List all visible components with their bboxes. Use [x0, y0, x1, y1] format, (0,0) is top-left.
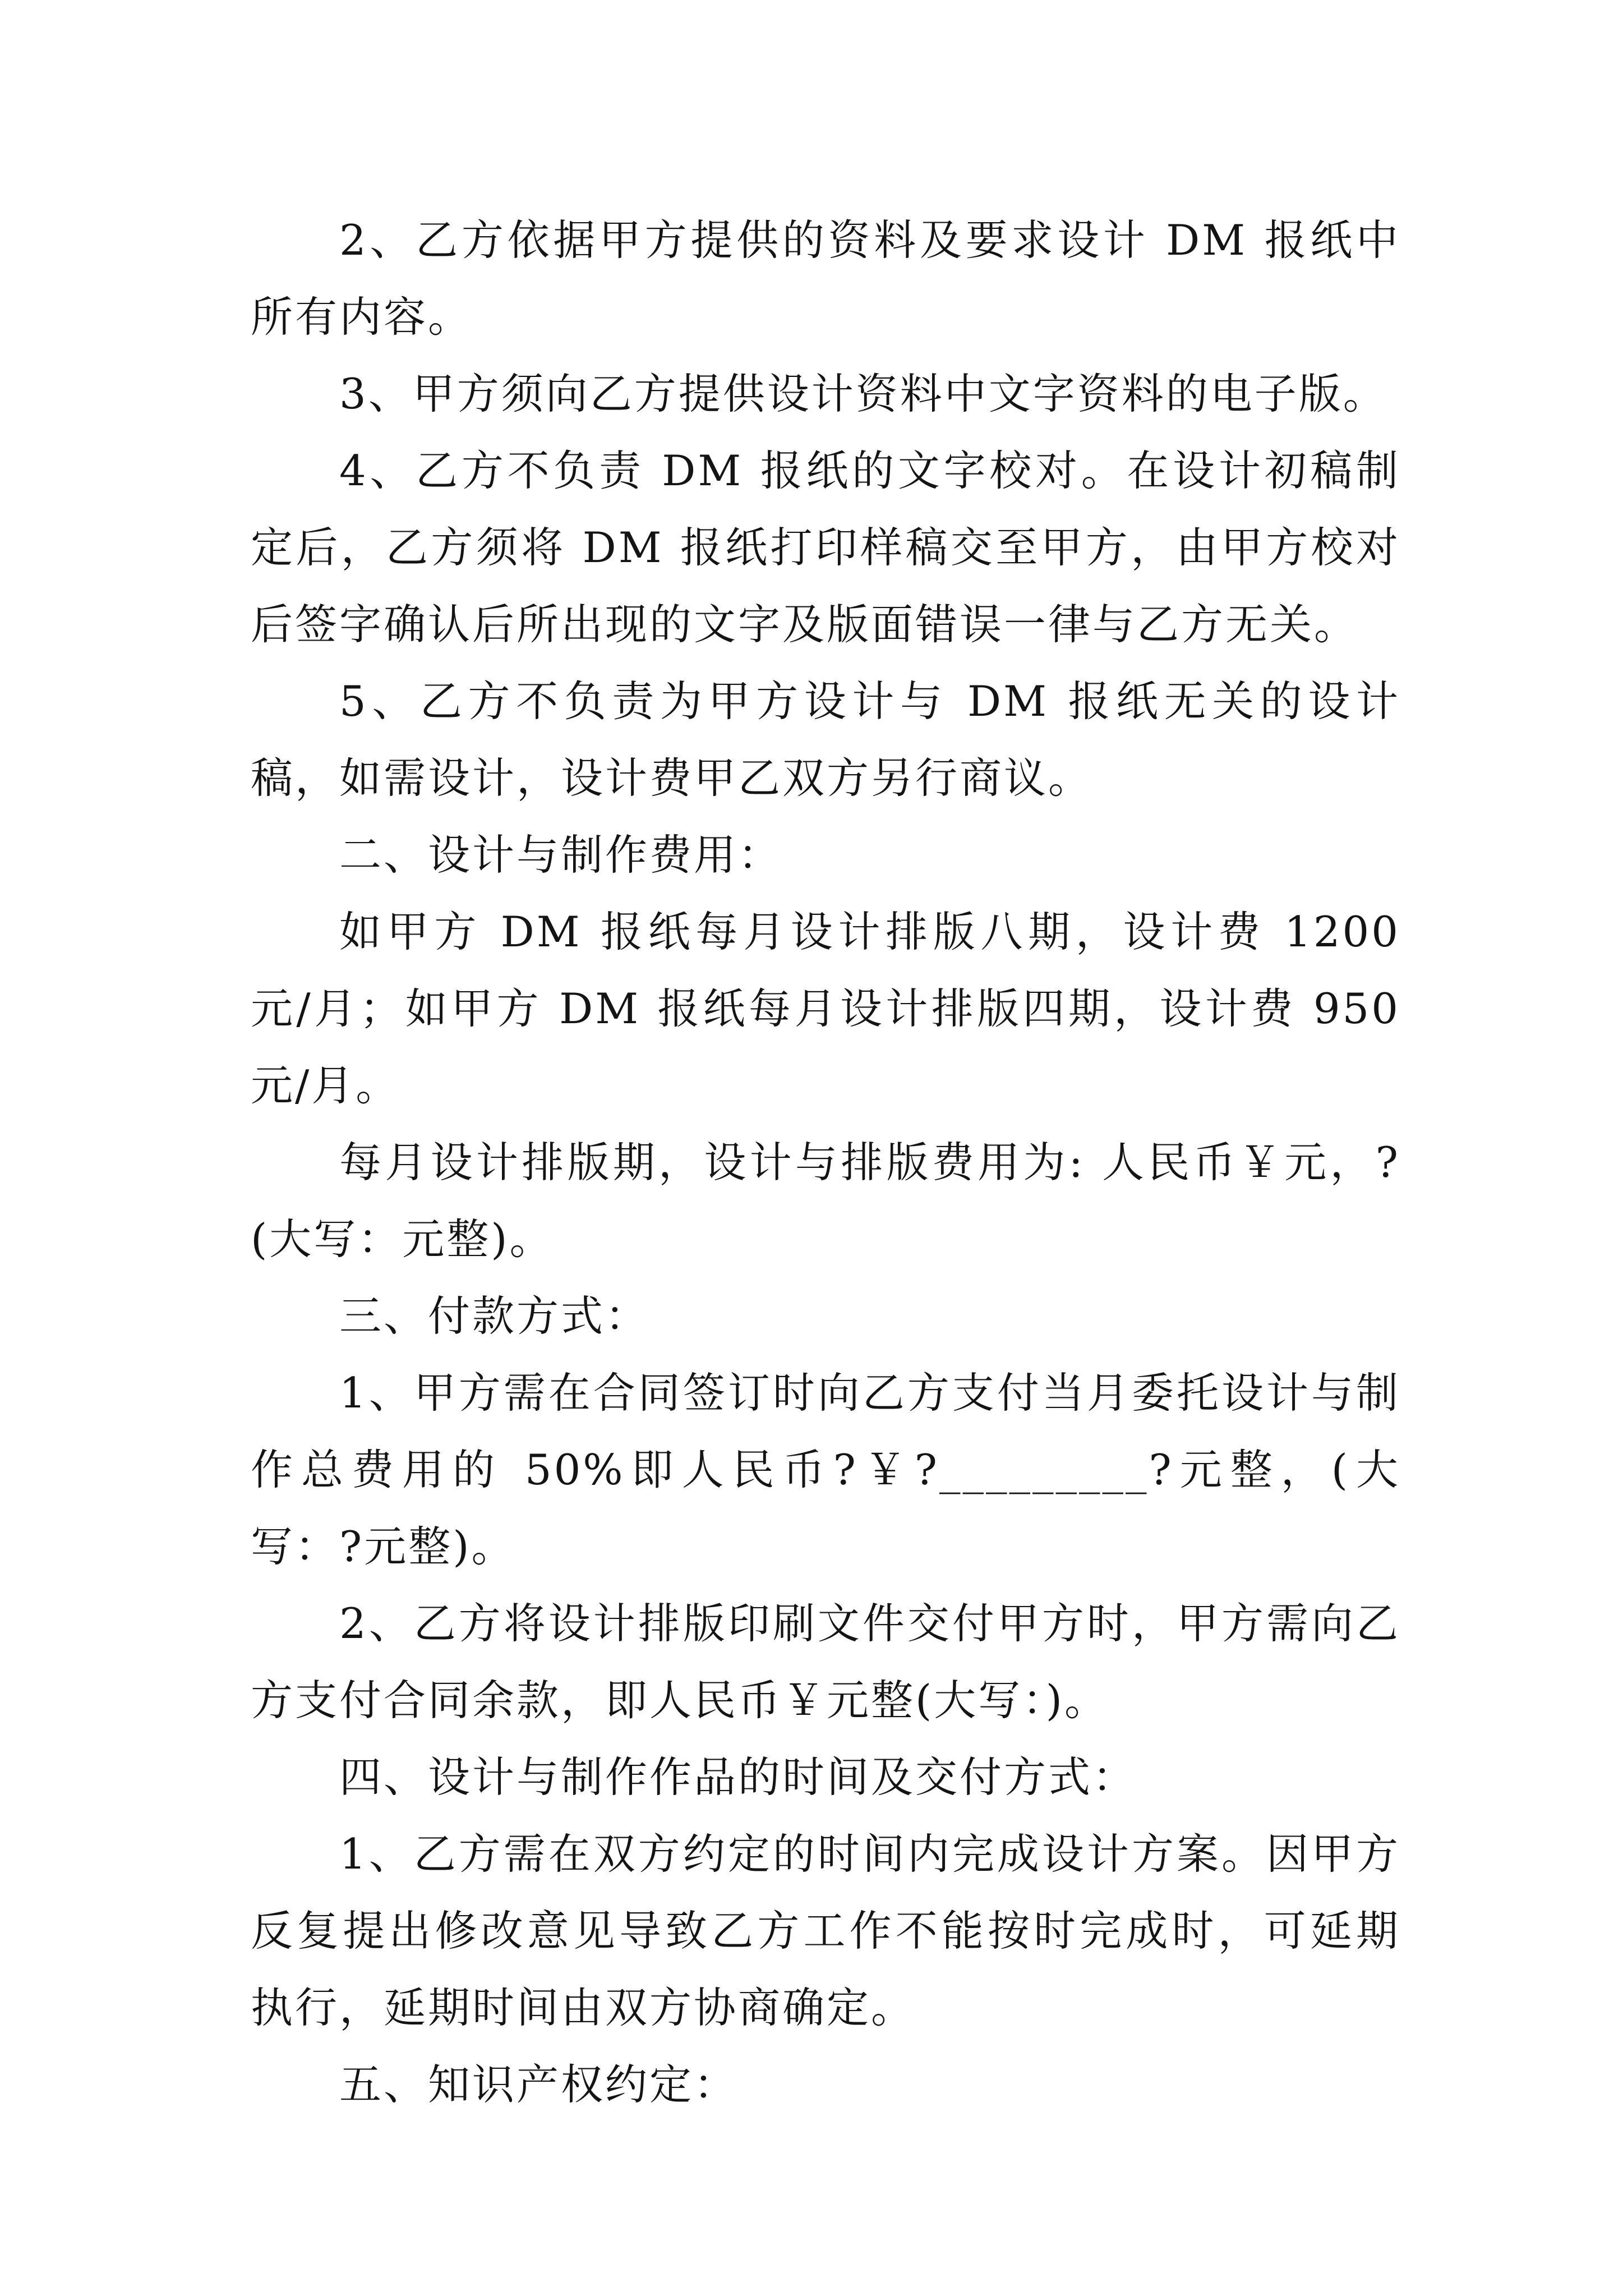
clause-4-proofreading: 4、乙方不负责 DM 报纸的文字校对。在设计初稿制定后，乙方须将 DM 报纸打印样稿交至甲方，由甲方校对后签字确认后所出现的文字及版面错误一律与乙方无关。 — [251, 446, 1400, 649]
clause-5-unrelated-design: 5、乙方不负责为甲方设计与 DM 报纸无关的设计稿，如需设计，设计费甲乙双方另行商议。 — [251, 677, 1400, 803]
fee-amount: 每月设计排版期，设计与排版费用为: 人民币￥元，?(大写：元整)。 — [251, 1138, 1400, 1264]
section-heading-delivery: 四、设计与制作作品的时间及交付方式： — [339, 1752, 1137, 1802]
payment-clause-1: 1、甲方需在合同签订时向乙方支付当月委托设计与制作总费用的 50%即人民币?￥?_________?元整，(大写：?元整)。 — [251, 1368, 1400, 1571]
clause-2-content-design: 2、乙方依据甲方提供的资料及要求设计 DM 报纸中所有内容。 — [251, 215, 1400, 342]
document-body — [251, 202, 1400, 2123]
section-heading-payment: 三、付款方式： — [339, 1291, 650, 1341]
clause-3-electronic-text: 3、甲方须向乙方提供设计资料中文字资料的电子版。 — [339, 369, 1387, 418]
section-heading-fees: 二、设计与制作费用： — [339, 830, 783, 880]
payment-clause-2: 2、乙方将设计排版印刷文件交付甲方时，甲方需向乙方支付合同余款，即人民币￥元整(大写：)。 — [251, 1599, 1400, 1725]
section-heading-ip: 五、知识产权约定： — [339, 2060, 739, 2109]
fee-schedule: 如甲方 DM 报纸每月设计排版八期，设计费 1200 元/月；如甲方 DM 报纸每月设计排版四期，设计费 950 元/月。 — [251, 907, 1400, 1110]
delivery-clause-1: 1、乙方需在双方约定的时间内完成设计方案。因甲方反复提出修改意见导致乙方工作不能按时完成时，可延期执行，延期时间由双方协商确定。 — [251, 1829, 1400, 2032]
